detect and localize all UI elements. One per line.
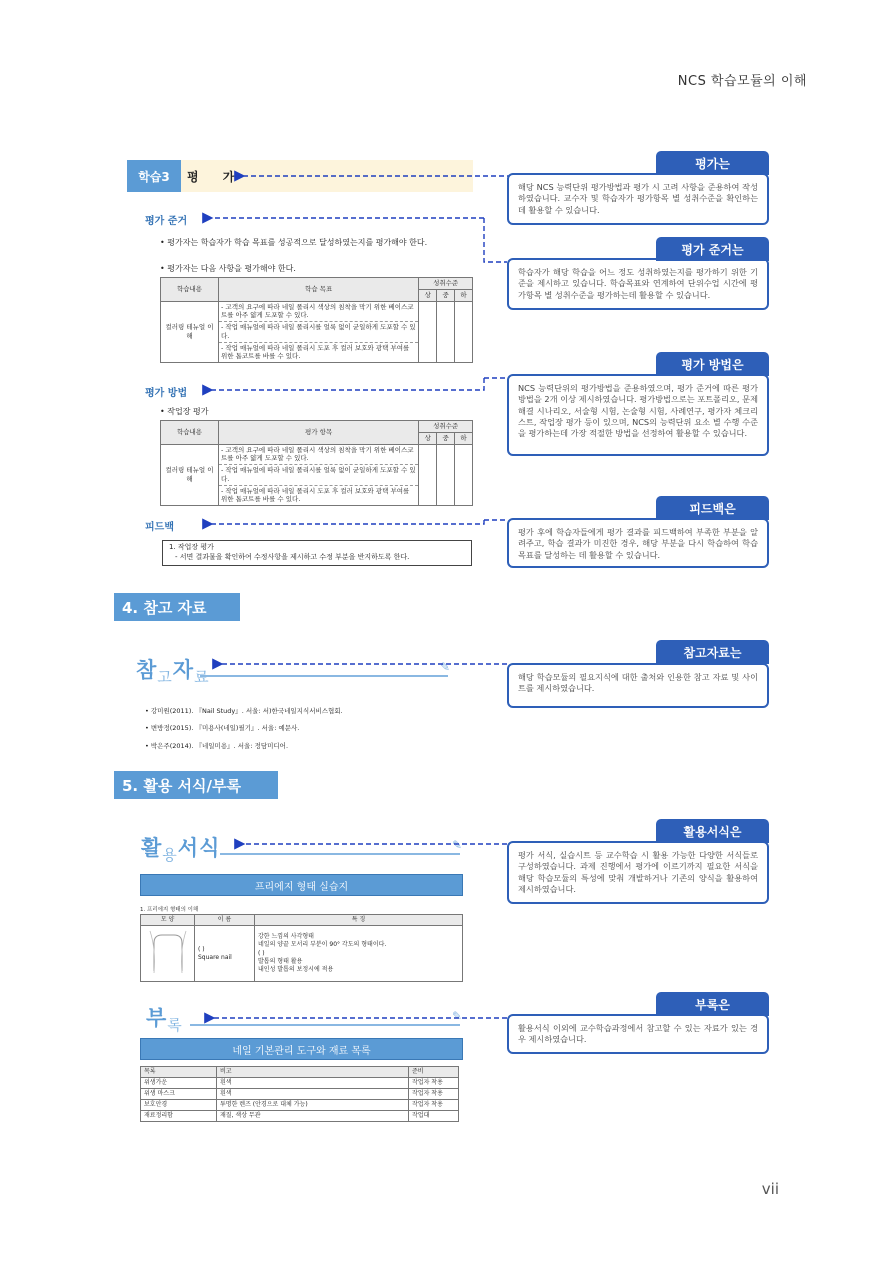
table-cell: 투명한 렌즈 (안경으로 대체 가능) <box>217 1100 409 1111</box>
col-header-goal: 평가 항목 <box>219 421 419 445</box>
callout-body: 활용서식 이외에 교수학습과정에서 참고할 수 있는 자료가 있는 경우 제시하였습니다. <box>518 1023 758 1045</box>
table-cell: 작업자 착용 <box>409 1078 459 1089</box>
callout-method-title: 평가 방법은 <box>656 352 769 376</box>
callout-body: NCS 능력단위의 평가방법을 준용하였으며, 평가 준거에 따른 평가방법을 2개 이상 제시하였습니다. 평가방법으로는 포트폴리오, 문제해결 시나리오, 서술형 시험, 논술형 시험, 사례연구, 평가자 체크리스트, 작업장 평가 등이 있으며, NCS의 능력단위 요소 별 수행 수준을 평가하는데 가장 적절한 방법을 선정하여 활용할 수 있습니다. <box>518 383 758 439</box>
callout-appendix <box>507 1014 769 1054</box>
callout-eval <box>507 173 769 225</box>
feature-item: 내인성 발톱의 보정시에 적용 <box>258 965 334 973</box>
appendix-title-char: 록 <box>167 1016 183 1034</box>
table-cell: 작업대 <box>409 1111 459 1122</box>
callout-eval-title: 평가는 <box>656 151 769 175</box>
col-header-content: 학습내용 <box>161 278 219 302</box>
page-header-title: NCS 학습모듈의 이해 <box>677 74 807 89</box>
forms-banner: 프리에지 형태 실습지 <box>140 874 463 896</box>
learning-tag: 학습3 <box>127 160 181 192</box>
eval-criteria-bullet-1: • 평가자는 학습자가 학습 목표를 성공적으로 달성하였는지를 평가해야 한다. <box>160 238 428 247</box>
goal-item: - 작업 매뉴얼에 따라 네일 폴리시를 얼룩 없이 균일하게 도포할 수 있다. <box>219 322 418 343</box>
eval-criteria-label: 평가 준거 <box>145 216 188 227</box>
table-cell: 작업자 착용 <box>409 1089 459 1100</box>
callout-feedback-title: 피드백은 <box>656 496 769 520</box>
table-cell: 위생가운 <box>141 1078 217 1089</box>
goal-item: - 고객의 요구에 따라 네일 폴리시 색상의 침착을 막기 위한 베이스코트를 아주 얇게 도포할 수 있다. <box>219 445 418 466</box>
goal-item: - 고객의 요구에 따라 네일 폴리시 색상의 침착을 막기 위한 베이스코트를 아주 얇게 도포할 수 있다. <box>219 302 418 323</box>
level-high: 상 <box>419 432 437 444</box>
col-header: 비고 <box>217 1067 409 1078</box>
section-5-heading: 5. 활용 서식/부록 <box>114 771 278 799</box>
callout-appendix-title: 부록은 <box>656 992 769 1016</box>
callout-feedback <box>507 518 769 568</box>
callout-refs-title: 참고자료는 <box>656 640 769 664</box>
col-header-content: 학습내용 <box>161 421 219 445</box>
level-mid: 중 <box>437 432 455 444</box>
level-low: 하 <box>455 432 473 444</box>
refs-title-char: 자 <box>172 658 195 682</box>
arrow-feedback <box>212 520 484 524</box>
callout-refs <box>507 663 769 708</box>
refs-title-char: 고 <box>157 668 173 686</box>
col-header: 이 름 <box>195 915 255 926</box>
forms-caption: 1. 프리에지 형태의 이해 <box>140 907 199 913</box>
table-cell: 재질, 색상 무관 <box>217 1111 409 1122</box>
page-number: vii <box>761 1180 779 1198</box>
row-label: 컬러링 테뉴얼 이해 <box>161 301 219 363</box>
forms-title-char: 활 <box>141 836 163 860</box>
eval-method-bullet-1: • 작업장 평가 <box>160 407 209 416</box>
callout-body: 해당 NCS 능력단위 평가방법과 평가 시 고려 사항을 준용하여 작성하였습니다. 교수자 및 학습자가 평가항목 별 성취수준을 확인하는데 활용할 수 있습니다. <box>518 182 758 215</box>
table-cell: 위생 마스크 <box>141 1089 217 1100</box>
refs-title-char: 참 <box>136 658 158 682</box>
forms-title-char: 서식 <box>177 836 221 860</box>
feature-item: ( ) <box>258 949 265 957</box>
col-header: 특 징 <box>255 915 463 926</box>
arrow-method <box>212 378 484 390</box>
level-low: 하 <box>455 289 473 301</box>
callout-body: 학습자가 해당 학습을 어느 정도 성취하였는지를 평가하기 위한 기준을 제시하고 있습니다. 학습목표와 연계하여 단위수업 시간에 평가항목 별 성취수준을 평가하는데 활용할 수 있습니다. <box>518 267 758 300</box>
forms-title-char: 용 <box>162 846 178 864</box>
pencil-icon: ✎ <box>452 1009 463 1023</box>
col-header-level: 성취수준 <box>419 278 473 290</box>
appendix-title-char: 부 <box>146 1006 168 1030</box>
feature-item: 네일의 양끝 모서리 부분이 90° 각도의 형태이다. <box>258 941 387 949</box>
ref-item: • 강미원(2011). 『Nail Study』. 서울: 서)한국네일지식서비스협회. <box>145 707 343 715</box>
refs-title-char: 료 <box>194 668 210 686</box>
ref-item: • 변방정(2015). 『미용사(네일)필기』. 서울: 예문사. <box>145 724 300 732</box>
feature-item: 강한 느낌의 사각형태 <box>258 933 314 941</box>
table-cell: 작업자 착용 <box>409 1100 459 1111</box>
col-header-goal: 학습 목표 <box>219 278 419 302</box>
table-cell: 보호안경 <box>141 1100 217 1111</box>
col-header: 모 양 <box>141 915 195 926</box>
ref-item: • 박은주(2014). 『네일미용』. 서울: 정담미디어. <box>145 742 289 750</box>
table-cell: 흰색 <box>217 1078 409 1089</box>
level-high: 상 <box>419 289 437 301</box>
eval-method-label: 평가 방법 <box>145 388 188 399</box>
callout-method <box>507 374 769 456</box>
row-label: 컬러링 테뉴얼 이해 <box>161 444 219 506</box>
feedback-line-1: 1. 작업장 평가 <box>169 543 214 551</box>
nail-name-paren: ( ) <box>198 945 205 953</box>
callout-body: 평가 서식, 실습시트 등 교수학습 시 활용 가능한 다양한 서식들로 구성하였습니다. 과제 진행에서 평가에 이르기까지 필요한 서식을 해당 학습모듈의 특성에 맞춰 개발하거나 기존의 양식을 활용하여 제시하였습니다. <box>518 850 758 894</box>
callout-forms <box>507 841 769 904</box>
callout-body: 해당 학습모듈의 필요지식에 대한 출처와 인용한 참고 자료 및 사이트를 제시하였습니다. <box>518 672 758 694</box>
section-4-heading: 4. 참고 자료 <box>114 593 240 621</box>
pencil-icon: ✎ <box>452 838 463 852</box>
callout-body: 평가 후에 학습자들에게 평가 결과를 피드백하여 부족한 부분을 알려주고, 학습 결과가 미진한 경우, 해당 부분을 다시 학습하여 학습목표를 달성하는 데 활용할 수 있습니다. <box>518 527 758 560</box>
col-header: 준비 <box>409 1067 459 1078</box>
appendix-banner: 네일 기본관리 도구와 재료 목록 <box>140 1038 463 1060</box>
goal-item: - 작업 매뉴얼에 따라 네일 폴리시를 얼룩 없이 균일하게 도포할 수 있다. <box>219 465 418 486</box>
callout-forms-title: 활용서식은 <box>656 819 769 843</box>
level-mid: 중 <box>437 289 455 301</box>
goal-item: - 작업 매뉴얼에 따라 네일 폴리시 도포 후 컬러 보호와 광택 부여를 위한 톱코트를 바를 수 있다. <box>221 486 410 504</box>
nail-name: Square nail <box>198 953 232 961</box>
col-header-level: 성취수준 <box>419 421 473 433</box>
col-header: 목록 <box>141 1067 217 1078</box>
goal-item: - 작업 매뉴얼에 따라 네일 폴리시 도포 후 컬러 보호와 광택 부여를 위한 톱코트를 바를 수 있다. <box>221 343 410 361</box>
arrow-criteria <box>212 218 507 262</box>
feedback-line-2: - 서면 결과물을 확인하여 수정사항을 제시하고 수정 부분을 반지하도록 한다. <box>175 552 410 561</box>
table-cell: 흰색 <box>217 1089 409 1100</box>
table-cell: 재료정리함 <box>141 1111 217 1122</box>
pencil-icon: ✎ <box>440 660 451 674</box>
eval-criteria-bullet-2: • 평가자는 다음 사항을 평가해야 한다. <box>160 264 296 273</box>
feedback-label: 피드백 <box>145 522 174 533</box>
callout-criteria-title: 평가 준거는 <box>656 237 769 261</box>
learning-title: 평 가 <box>187 170 245 184</box>
callout-criteria <box>507 258 769 310</box>
feature-item: 발톱의 형태 활용 <box>258 957 303 965</box>
